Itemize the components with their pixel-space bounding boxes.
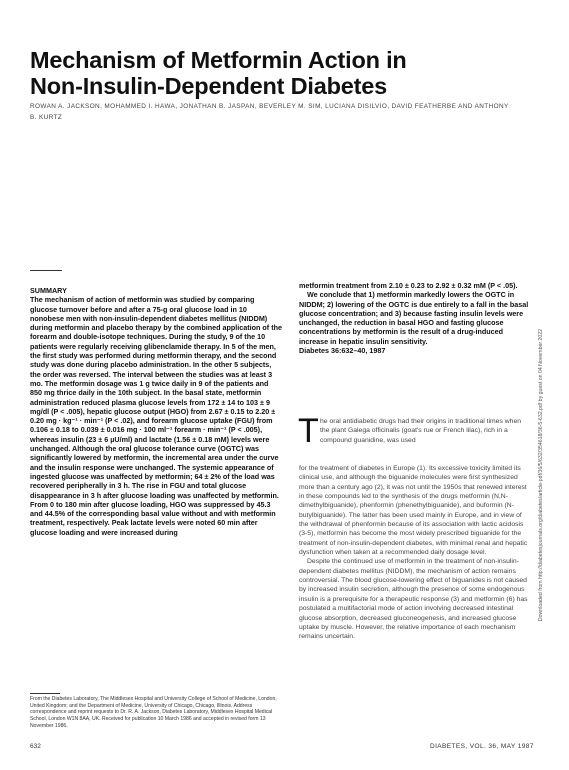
summary-rule <box>30 270 62 271</box>
download-note <box>536 205 546 745</box>
summary-heading: SUMMARY <box>30 286 67 295</box>
download-note-text: Downloaded from http://diabetesjournals.org/diabetes/article-pdf/36/5/632/354618/36-5-632.pdf by guest on 04 November 2022 <box>538 328 544 622</box>
title-line-2: Non-Insulin-Dependent Diabetes <box>30 73 387 99</box>
body-paragraph-1: for the treatment of diabetes in Europe (1). Its excessive toxicity limited its clinical use, and although the biguanide molecules were first synthesized more than a century ago (2), it was not until the 1950s that renewed interest in these compounds led to the synthesis of the drugs metformin (N,N-dimethylbiguanide), phenformin (phenethylbiguanide), and buformin (N-butylbiguanide). The latter has been used mainly in Europe, and in view of the withdrawal of phenformin because of its association with lactic acidosis (3-5), metformin has become the most widely prescribed biguanide for the treatment of non-insulin-dependent diabetes, with minimal renal and hepatic dysfunction when taken at a recommended daily dosage level. <box>299 465 528 557</box>
article-title <box>30 47 530 99</box>
summary-continued <box>299 281 531 355</box>
body-first-lines: he oral antidiabetic drugs had their origins in traditional times when the plant Galega officinalis (goat's rue or French lilac), rich in a compound guanidine, was used <box>320 418 521 444</box>
body-text <box>299 464 532 642</box>
page-number: 632 <box>30 743 41 750</box>
summary-text: The mechanism of action of metformin was studied by comparing glucose turnover before and after a 75-g oral glucose load in 10 nonobese men with non-insulin-dependent diabetes mellitus (NIDDM) during metformin and placebo therapy by the combined application of the forearm and double-isotope techniques. During the study, 9 of the 10 patients were regularly receiving glibenclamide therapy. In 5 of the men, the first study was performed during metformin therapy, and the second study was done during placebo administration. In the other 5 subjects, the order was reversed. The interval between the studies was at least 3 mo. The metformin dosage was 1 g twice daily in 9 of the patients and 850 mg thrice daily in the 10th subject. In the basal state, metformin administration reduced plasma glucose levels from 172 ± 14 to 103 ± 9 mg/dl (P < .005), hepatic glucose output (HGO) from 2.67 ± 0.15 to 2.20 ± 0.20 mg · kg⁻¹ · min⁻¹ (P < .02), and forearm glucose uptake (FGU) from 0.106 ± 0.18 to 0.039 ± 0.016 mg · 100 ml⁻¹ forearm · min⁻¹ (P < .005), whereas insulin (23 ± 6 µU/ml) and lactate (1.56 ± 0.18 mM) levels were unchanged. Although the oral glucose tolerance curve (OGTC) was significantly lowered by metformin, the incremental area under the curve and the insulin response were unchanged. The systemic appearance of ingested glucose was unaffected by metformin; 64 ± 2% of the load was recovered peripherally in 3 h. The rise in FGU and total glucose disappearance in 3 h after glucose loading was unaffected by metformin. From 0 to 180 min after glucose loading, HGO was suppressed by 45.3 and 44.5% of the corresponding basal value without and with metformin treatment, respectively. Peak lactate levels were noted 60 min after glucose loading and were increased during <box>30 295 282 537</box>
footnote-text: From the Diabetes Laboratory, The Middlesex Hospital and University College of School of Medicine, London, United Kingdom; and the Department of Medicine, University of Chicago, Chicago, Illinois. Address correspondence and reprint requests to Dr. R. A. Jackson, Diabetes Laboratory, Middlesex Hospital Medical School, London W1N 8AA, UK. Received for publication 10 March 1986 and accepted in revised form 13 November 1986. <box>30 696 277 729</box>
author-list: ROWAN A. JACKSON, MOHAMMED I. HAWA, JONATHAN B. JASPAN, BEVERLEY M. SIM, LUCIANA DISILVIO, DAVID FEATHERBE AND ANTHONY B. KURTZ <box>30 103 509 121</box>
summary-cont-text-1: metformin treatment from 2.10 ± 0.23 to 2.92 ± 0.32 mM (P < .05). <box>299 281 518 290</box>
affiliation-footnote <box>30 696 282 730</box>
summary-conclusion: We conclude that 1) metformin markedly lowers the OGTC in NIDDM; 2) lowering of the OGTC is due entirely to a fall in the basal glucose concentration; and 3) because fasting insulin levels were unchanged, the reduction in basal HGO and fasting glucose concentrations by metformin is the result of a drug-induced increase in hepatic insulin sensitivity. <box>299 290 529 346</box>
body-paragraph-2: Despite the continued use of metformin in the treatment of non-insulin-dependent diabetes mellitus (NIDDM), the mechanism of action remains controversial. The blood glucose-lowering effect of biguanides is not caused by increased insulin secretion, although the presence of some endogenous insulin is a prerequisite for a therapeutic response (3) and metformin (6) has postulated a multifactorial mode of action involving decreased intestinal glucose absorption, decreased gluconeogenesis, and increased glucose uptake by muscle. However, the relative importance of each mechanism remains uncertain. <box>299 558 528 641</box>
drop-cap: T <box>298 412 319 450</box>
footnote-rule <box>30 693 60 694</box>
summary-column <box>30 286 282 537</box>
citation: Diabetes 36:632–40, 1987 <box>299 346 386 356</box>
journal-footer: DIABETES, VOL. 36, MAY 1987 <box>430 743 534 750</box>
title-line-1: Mechanism of Metformin Action in <box>30 47 407 73</box>
